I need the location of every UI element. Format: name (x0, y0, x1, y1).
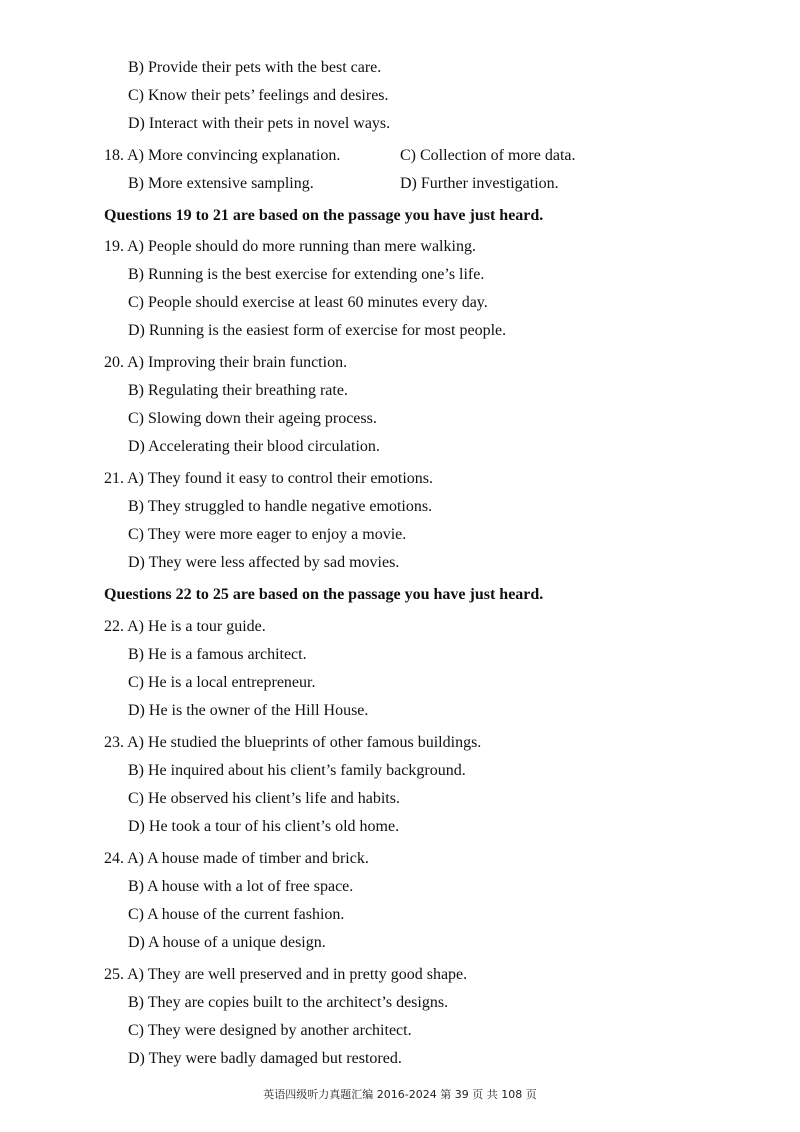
q22-option-d: D) He is the owner of the Hill House. (128, 702, 369, 719)
q19-option-c: C) People should exercise at least 60 minutes every day. (128, 294, 488, 311)
q23-option-b: B) He inquired about his client’s family background. (128, 762, 466, 779)
q20-option-b: B) Regulating their breathing rate. (128, 382, 348, 399)
q18-option-a: A) More convincing explanation. (127, 147, 341, 164)
section-heading-22-25: Questions 22 to 25 are based on the passage you have just heard. (104, 586, 544, 603)
q22-option-c: C) He is a local entrepreneur. (128, 674, 316, 691)
q21-option-a: A) They found it easy to control their emotions. (127, 470, 433, 487)
q18-option-b: B) More extensive sampling. (128, 175, 314, 192)
q21-option-b: B) They struggled to handle negative emotions. (128, 498, 433, 515)
q18-option-d: D) Further investigation. (400, 175, 559, 192)
q25-option-a: A) They are well preserved and in pretty good shape. (127, 966, 468, 983)
q24-option-c: C) A house of the current fashion. (128, 906, 345, 923)
section-heading-19-21: Questions 19 to 21 are based on the passage you have just heard. (104, 207, 544, 224)
q19-number-option-a (104, 237, 476, 257)
question-number: 18. (104, 147, 124, 164)
q21-option-c: C) They were more eager to enjoy a movie. (128, 526, 407, 543)
q23-option-d: D) He took a tour of his client’s old home. (128, 818, 400, 835)
q24-option-a: A) A house made of timber and brick. (127, 850, 369, 867)
q23-number-option-a (104, 733, 481, 753)
q19-option-b: B) Running is the best exercise for extending one’s life. (128, 266, 485, 283)
q17-option-b: B) Provide their pets with the best care. (128, 59, 382, 76)
q23-option-c: C) He observed his client’s life and habits. (128, 790, 400, 807)
q21-number-option-a (104, 469, 433, 489)
q25-option-b: B) They are copies built to the architect’s designs. (128, 994, 449, 1011)
q20-number-option-a (104, 353, 347, 373)
q24-number-option-a (104, 849, 369, 869)
q25-option-c: C) They were designed by another architect. (128, 1022, 412, 1039)
q17-option-d: D) Interact with their pets in novel ways. (128, 115, 391, 132)
question-number: 23. (104, 734, 124, 751)
q19-option-d: D) Running is the easiest form of exercise for most people. (128, 322, 507, 339)
q21-option-d: D) They were less affected by sad movies. (128, 554, 400, 571)
question-number: 19. (104, 238, 124, 255)
q22-option-a: A) He is a tour guide. (127, 618, 266, 635)
q24-option-d: D) A house of a unique design. (128, 934, 326, 951)
q20-option-d: D) Accelerating their blood circulation. (128, 438, 380, 455)
q20-option-a: A) Improving their brain function. (127, 354, 348, 371)
question-number: 24. (104, 850, 124, 867)
q22-option-b: B) He is a famous architect. (128, 646, 307, 663)
q20-option-c: C) Slowing down their ageing process. (128, 410, 377, 427)
q25-option-d: D) They were badly damaged but restored. (128, 1050, 402, 1067)
q23-option-a: A) He studied the blueprints of other famous buildings. (127, 734, 482, 751)
q19-option-a: A) People should do more running than mere walking. (127, 238, 476, 255)
q25-number-option-a (104, 965, 467, 985)
question-number: 22. (104, 618, 124, 635)
q24-option-b: B) A house with a lot of free space. (128, 878, 354, 895)
question-number: 21. (104, 470, 124, 487)
q17-option-c: C) Know their pets’ feelings and desires. (128, 87, 389, 104)
page-footer: 英语四级听力真题汇编 2016-2024 第 39 页 共 108 页 (263, 1088, 537, 1101)
question-number: 25. (104, 966, 124, 983)
question-number: 20. (104, 354, 124, 371)
q22-number-option-a (104, 617, 266, 637)
q18-option-c: C) Collection of more data. (400, 147, 576, 164)
q18-number-option-a (104, 146, 340, 166)
